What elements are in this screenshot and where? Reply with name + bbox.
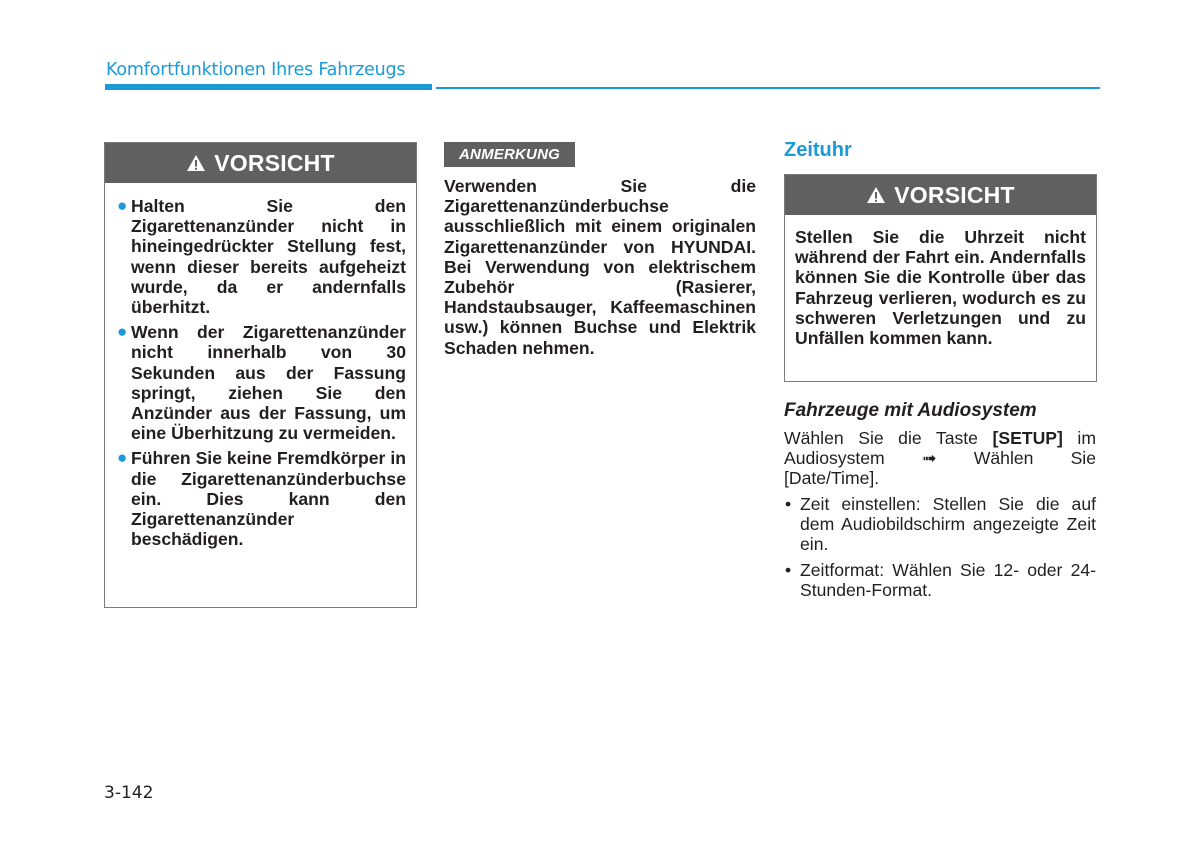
caution-box-clock (784, 174, 1097, 382)
list-item: ● Wenn der Zigarettenanzünder nicht innerhalb von 30 Sekunden aus der Fassung springt, ziehen Sie den Anzünder aus der Fassung, um eine Überhitzung zu vermeiden. (117, 322, 406, 444)
page-number: 3-142 (104, 783, 154, 803)
list-item: • Zeitformat: Wählen Sie 12- oder 24-Stunden-Format. (785, 559, 1096, 600)
settings-list (784, 494, 1096, 605)
header-rule-thin (436, 87, 1100, 89)
caution-header (105, 143, 416, 183)
bullet-dot-icon: • (785, 494, 792, 514)
caution-heading: VORSICHT (214, 149, 335, 176)
note-text: Verwenden Sie die Zigarettenanzünderbuchse ausschließlich mit einem originalen Zigarettenanzünder von HYUNDAI. Bei Verwendung von elektrischem Zubehör (Rasierer, Handstaubsauger, Kaffeemaschinen usw.) können Buchse und Elektrik Schaden nehmen. (444, 176, 756, 358)
bullet-dot-icon: • (785, 559, 792, 580)
arrow-icon: ➟ (921, 448, 937, 469)
subheading: Fahrzeuge mit Audiosystem (784, 400, 1037, 421)
list-item: ● Halten Sie den Zigarettenanzünder nicht in hineingedrückter Stellung fest, wenn dieser bereits aufgeheizt wurde, da er andernfalls überhitzt. (117, 196, 406, 318)
instruction-paragraph: Wählen Sie die Taste [SETUP] im Audiosystem ➟ Wählen Sie [Date/Time]. (784, 428, 1097, 489)
warning-triangle-icon (186, 154, 206, 172)
chapter-title: Komfortfunktionen Ihres Fahrzeugs (106, 60, 406, 80)
setup-key-label: [SETUP] (992, 428, 1063, 448)
caution-text: Stellen Sie die Uhrzeit nicht während der Fahrt ein. Andernfalls können Sie die Kontrolle über das Fahrzeug verlieren, wodurch es zu schweren Verletzungen und zu Unfällen kommen kann. (795, 227, 1086, 349)
caution-heading: VORSICHT (894, 181, 1015, 208)
section-title: Zeituhr (784, 139, 852, 161)
caution-list (117, 196, 406, 554)
header-rule-thick (105, 84, 432, 90)
list-item: • Zeit einstellen: Stellen Sie die auf dem Audiobildschirm angezeigte Zeit ein. (785, 494, 1096, 555)
list-item: ● Führen Sie keine Fremdkörper in die Zigarettenanzünderbuchse ein. Dies kann den Zigarettenanzünder beschädigen. (117, 448, 406, 550)
warning-triangle-icon (866, 186, 886, 204)
bullet-dot-icon: ● (117, 448, 128, 468)
caution-header (785, 175, 1096, 215)
caution-box-cigarette-lighter (104, 142, 417, 608)
note-badge: ANMERKUNG (444, 142, 575, 167)
bullet-dot-icon: ● (117, 322, 128, 342)
bullet-dot-icon: ● (117, 196, 128, 215)
